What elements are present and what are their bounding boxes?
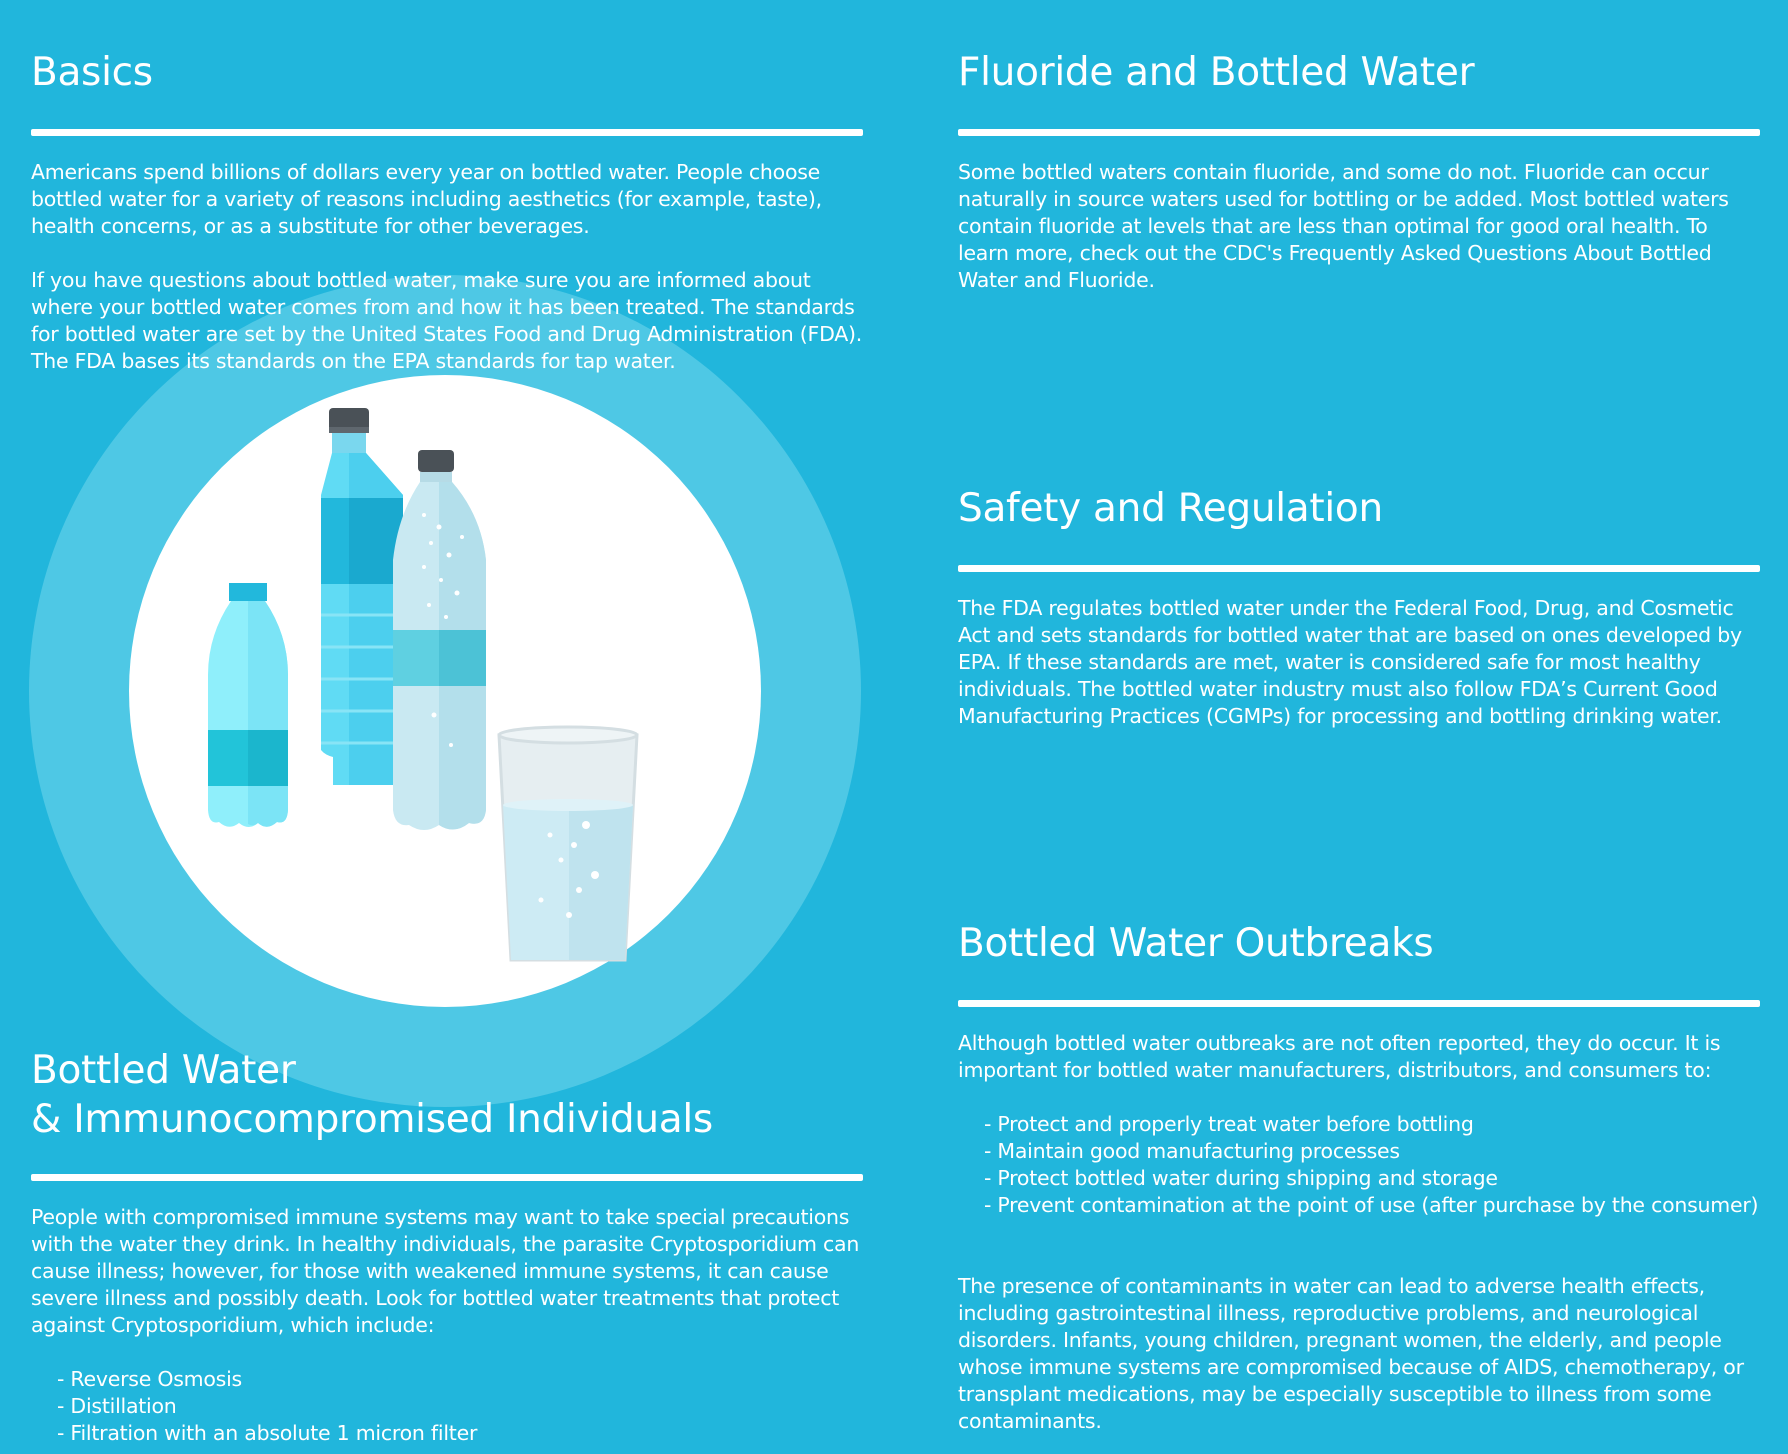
- safety-section: [958, 484, 1760, 730]
- immuno-section: [31, 1046, 863, 1447]
- fluoride-paragraph: Some bottled waters contain fluoride, and some do not. Fluoride can occur naturally in source waters used for bottling or be added. Most bottled waters contain fluoride at levels that are less than optimal for good oral health. To learn more, check out the CDC's Frequently Asked Questions About Bottled Water and Fluoride.: [958, 160, 1729, 292]
- basics-paragraph-2: If you have questions about bottled water, make sure you are informed about where your bottled water comes from and how it has been treated. The standards for bottled water are set by the United States Food and Drug Administration (FDA). The FDA bases its standards on the EPA standards for tap water.: [31, 268, 863, 373]
- immuno-paragraph: People with compromised immune systems may want to take special precautions with the water they drink. In healthy individuals, the parasite Cryptosporidium can cause illness; however, for those with weakened immune systems, it can cause severe illness and possibly death. Look for bottled water treatments that protect against Cryptosporidium, which include:: [31, 1205, 860, 1337]
- safety-divider: [958, 565, 1760, 572]
- outbreaks-list: [958, 1111, 1760, 1219]
- fluoride-divider: [958, 129, 1760, 136]
- list-item: - Protect bottled water during shipping and storage: [984, 1165, 1760, 1192]
- list-item: - Distillation: [57, 1393, 863, 1420]
- outbreaks-intro: Although bottled water outbreaks are not often reported, they do occur. It is important for bottled water manufacturers, distributors, and consumers to:: [958, 1031, 1721, 1082]
- fluoride-section: [958, 48, 1760, 294]
- fluoride-title: Fluoride and Bottled Water: [958, 50, 1475, 95]
- list-item: - Protect and properly treat water before bottling: [984, 1111, 1760, 1138]
- list-item: - Filtration with an absolute 1 micron filter: [57, 1420, 863, 1447]
- immuno-title: Bottled Water & Immunocompromised Individuals: [31, 1048, 713, 1142]
- outbreaks-divider: [958, 1000, 1760, 1007]
- safety-paragraph: The FDA regulates bottled water under the Federal Food, Drug, and Cosmetic Act and sets standards for bottled water that are based on ones developed by EPA. If these standards are met, water is considered safe for most healthy individuals. The bottled water industry must also follow FDA’s Current Good Manufacturing Practices (CGMPs) for processing and bottling drinking water.: [958, 596, 1742, 728]
- basics-divider: [31, 129, 863, 136]
- immuno-divider: [31, 1174, 863, 1181]
- list-item: - Prevent contamination at the point of use (after purchase by the consumer): [984, 1192, 1760, 1219]
- list-item: - Reverse Osmosis: [57, 1366, 863, 1393]
- bottled-water-illustration: [29, 275, 861, 1107]
- outbreaks-title: Bottled Water Outbreaks: [958, 921, 1434, 966]
- list-item: - Maintain good manufacturing processes: [984, 1138, 1760, 1165]
- basics-paragraph-1: Americans spend billions of dollars every year on bottled water. People choose bottled water for a variety of reasons including aesthetics (for example, taste), health concerns, or as a substitute for other beverages.: [31, 160, 822, 238]
- basics-section: [31, 48, 863, 375]
- outbreaks-closing: The presence of contaminants in water can lead to adverse health effects, including gastrointestinal illness, reproductive problems, and neurological disorders. Infants, young children, pregnant women, the elderly, and people whose immune systems are compromised because of AIDS, chemotherapy, or transplant medications, may be especially susceptible to illness from some contaminants.: [958, 1274, 1744, 1433]
- basics-title: Basics: [31, 50, 153, 95]
- outbreaks-section: [958, 919, 1760, 1435]
- water-glass-icon: [499, 727, 637, 960]
- immuno-list: [31, 1366, 863, 1447]
- safety-title: Safety and Regulation: [958, 486, 1383, 531]
